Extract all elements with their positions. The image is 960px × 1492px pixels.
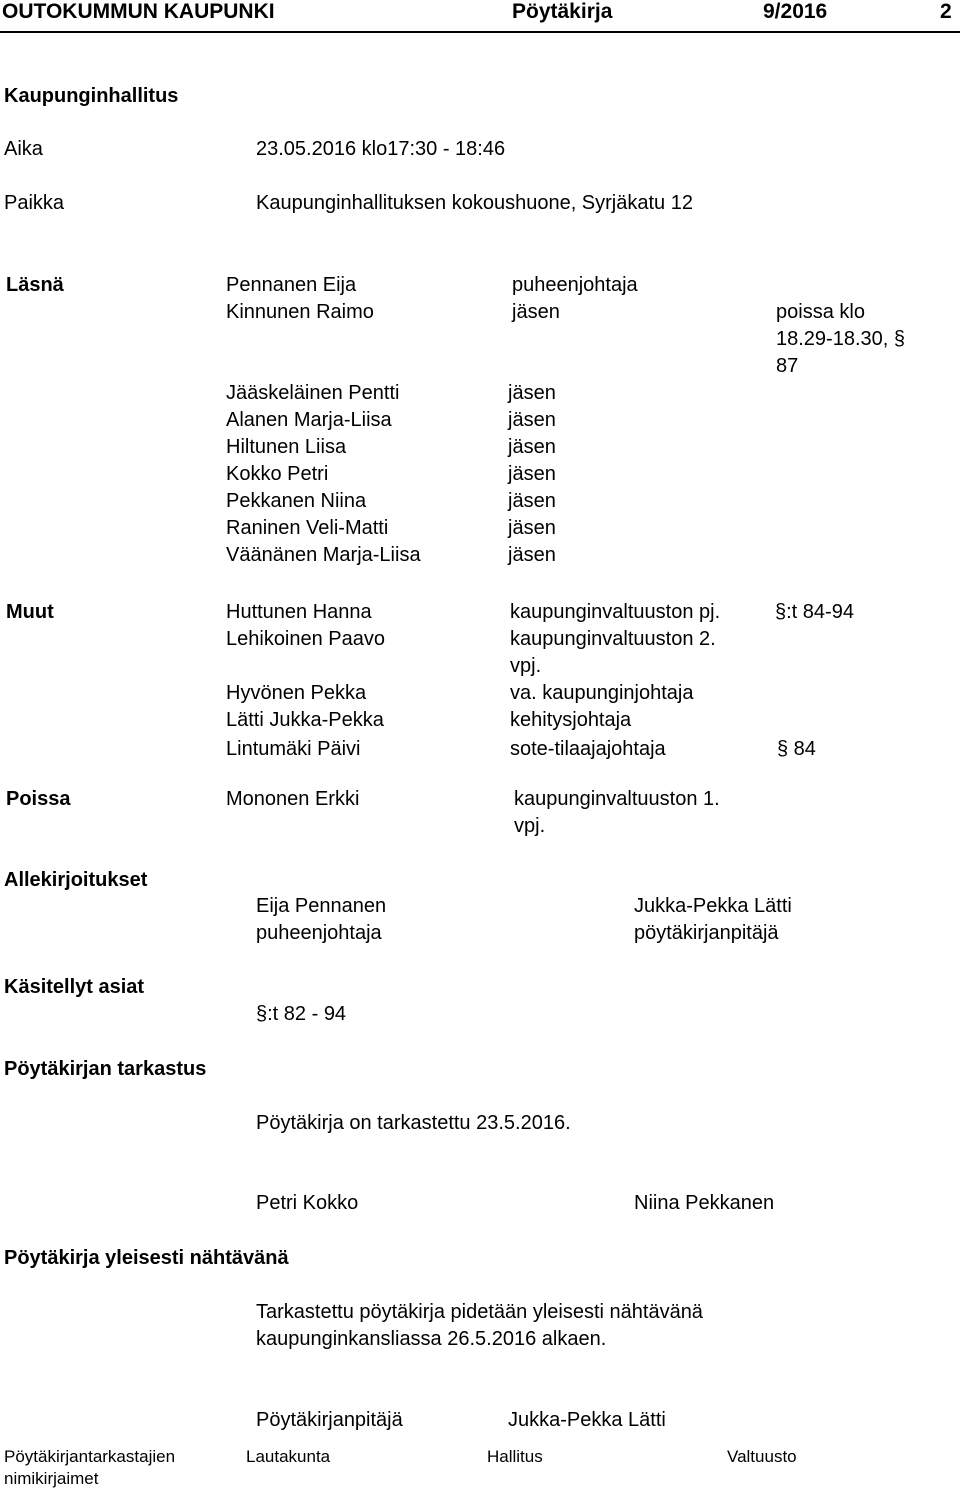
present-role: jäsen <box>508 382 556 404</box>
others-note: § 84 <box>777 738 816 760</box>
others-note: §:t 84-94 <box>775 601 854 623</box>
others-name: Hyvönen Pekka <box>226 682 367 704</box>
present-name: Väänänen Marja-Liisa <box>226 544 421 566</box>
footer-initials-label: Pöytäkirjantarkastajien <box>4 1447 176 1466</box>
others-role: kaupunginvaltuuston 2. <box>510 628 716 650</box>
others-role: vpj. <box>510 655 542 677</box>
public-text: Tarkastettu pöytäkirja pidetään yleisesti nähtävänä <box>256 1301 703 1323</box>
public-signer-role: Pöytäkirjanpitäjä <box>256 1409 403 1431</box>
body-title: Kaupunginhallitus <box>4 85 179 107</box>
secretary-role: pöytäkirjanpitäjä <box>634 922 779 944</box>
present-name: Pekkanen Niina <box>226 490 367 512</box>
present-name: Jääskeläinen Pentti <box>226 382 400 404</box>
signatures-label: Allekirjoitukset <box>4 869 148 891</box>
present-role: jäsen <box>512 301 560 323</box>
absent-name: Mononen Erkki <box>226 788 360 810</box>
present-name: Hiltunen Liisa <box>226 436 347 458</box>
present-name: Kinnunen Raimo <box>226 301 374 323</box>
others-name: Lehikoinen Paavo <box>226 628 386 650</box>
public-text: kaupunginkansliassa 26.5.2016 alkaen. <box>256 1328 607 1350</box>
others-role: kehitysjohtaja <box>510 709 632 731</box>
present-note: poissa klo <box>776 301 865 323</box>
absent-role: kaupunginvaltuuston 1. <box>514 788 720 810</box>
header-page-number: 2 <box>940 0 952 23</box>
present-name: Pennanen Eija <box>226 274 357 296</box>
present-note: 18.29-18.30, § <box>776 328 905 350</box>
review-label: Pöytäkirjan tarkastus <box>4 1058 207 1080</box>
public-label: Pöytäkirja yleisesti nähtävänä <box>4 1247 289 1269</box>
header-document-type: Pöytäkirja <box>512 0 613 23</box>
others-role: sote-tilaajajohtaja <box>510 738 666 760</box>
present-role: puheenjohtaja <box>512 274 638 296</box>
footer-council-label: Valtuusto <box>727 1447 797 1466</box>
chair-name: Eija Pennanen <box>256 895 387 917</box>
header-organization: OUTOKUMMUN KAUPUNKI <box>2 0 275 23</box>
present-name: Raninen Veli-Matti <box>226 517 389 539</box>
present-role: jäsen <box>508 544 556 566</box>
others-role: va. kaupunginjohtaja <box>510 682 694 704</box>
present-name: Kokko Petri <box>226 463 329 485</box>
present-note: 87 <box>776 355 799 377</box>
others-name: Lintumäki Päivi <box>226 738 361 760</box>
footer-board-label: Lautakunta <box>246 1447 331 1466</box>
header-document-number: 9/2016 <box>763 0 828 23</box>
absent-label: Poissa <box>6 788 71 810</box>
footer-government-label: Hallitus <box>487 1447 543 1466</box>
place-label: Paikka <box>4 192 65 214</box>
others-label: Muut <box>6 601 54 623</box>
time-label: Aika <box>4 138 43 160</box>
present-role: jäsen <box>508 409 556 431</box>
present-label: Läsnä <box>6 274 64 296</box>
review-text: Pöytäkirja on tarkastettu 23.5.2016. <box>256 1112 571 1134</box>
present-role: jäsen <box>508 517 556 539</box>
public-signer-name: Jukka-Pekka Lätti <box>508 1409 666 1431</box>
present-role: jäsen <box>508 463 556 485</box>
secretary-name: Jukka-Pekka Lätti <box>634 895 792 917</box>
absent-role: vpj. <box>514 815 546 837</box>
place-value: Kaupunginhallituksen kokoushuone, Syrjäkatu 12 <box>256 192 693 214</box>
chair-role: puheenjohtaja <box>256 922 382 944</box>
time-value: 23.05.2016 klo17:30 - 18:46 <box>256 138 506 160</box>
others-role: kaupunginvaltuuston pj. <box>510 601 721 623</box>
present-role: jäsen <box>508 436 556 458</box>
items-value: §:t 82 - 94 <box>256 1003 347 1025</box>
others-name: Huttunen Hanna <box>226 601 372 623</box>
header-rule <box>0 31 960 33</box>
footer-initials-label: nimikirjaimet <box>4 1469 99 1488</box>
others-name: Lätti Jukka-Pekka <box>226 709 384 731</box>
reviewer-name: Niina Pekkanen <box>634 1192 775 1214</box>
items-label: Käsitellyt asiat <box>4 976 145 998</box>
present-name: Alanen Marja-Liisa <box>226 409 392 431</box>
present-role: jäsen <box>508 490 556 512</box>
reviewer-name: Petri Kokko <box>256 1192 359 1214</box>
